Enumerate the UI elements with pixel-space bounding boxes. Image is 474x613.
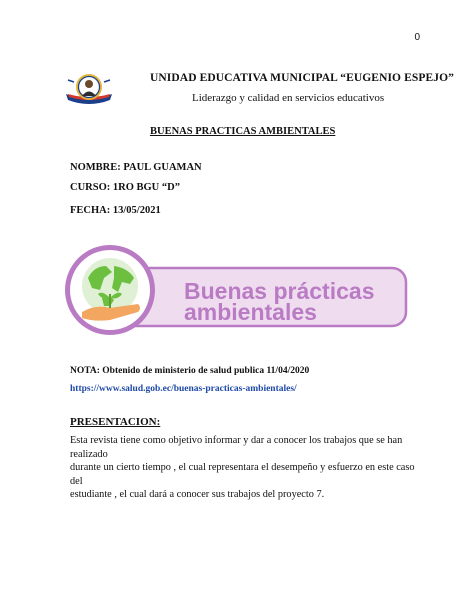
- buenas-practicas-banner: [64, 244, 412, 336]
- paragraph-line: Esta revista tiene como objetivo informar y dar a conocer los trabajos que se han realizado: [70, 435, 403, 460]
- source-link[interactable]: https://www.salud.gob.ec/buenas-practicas-ambientales/: [70, 384, 297, 394]
- presentacion-paragraph: [70, 434, 415, 502]
- course-field: CURSO: 1RO BGU “D”: [70, 182, 180, 193]
- document-title: BUENAS PRACTICAS AMBIENTALES: [150, 126, 336, 137]
- school-slogan: Liderazgo y calidad en servicios educativos: [192, 92, 385, 104]
- page-number: 0: [414, 32, 420, 43]
- banner-line-1: Buenas prácticas: [184, 278, 375, 304]
- school-name: UNIDAD EDUCATIVA MUNICIPAL “EUGENIO ESPEJO”: [150, 72, 454, 84]
- paragraph-line: durante un cierto tiempo , el cual representara el desempeño y esfuerzo en este caso del: [70, 462, 415, 487]
- paragraph-line: estudiante , el cual dará a conocer sus trabajos del proyecto 7.: [70, 489, 325, 501]
- presentacion-heading: PRESENTACION:: [70, 416, 161, 428]
- banner-line-2: ambientales: [184, 299, 317, 325]
- source-note: NOTA: Obtenido de ministerio de salud publica 11/04/2020: [70, 366, 310, 376]
- school-logo: [64, 70, 114, 110]
- date-field: FECHA: 13/05/2021: [70, 205, 161, 216]
- name-field: NOMBRE: PAUL GUAMAN: [70, 162, 202, 173]
